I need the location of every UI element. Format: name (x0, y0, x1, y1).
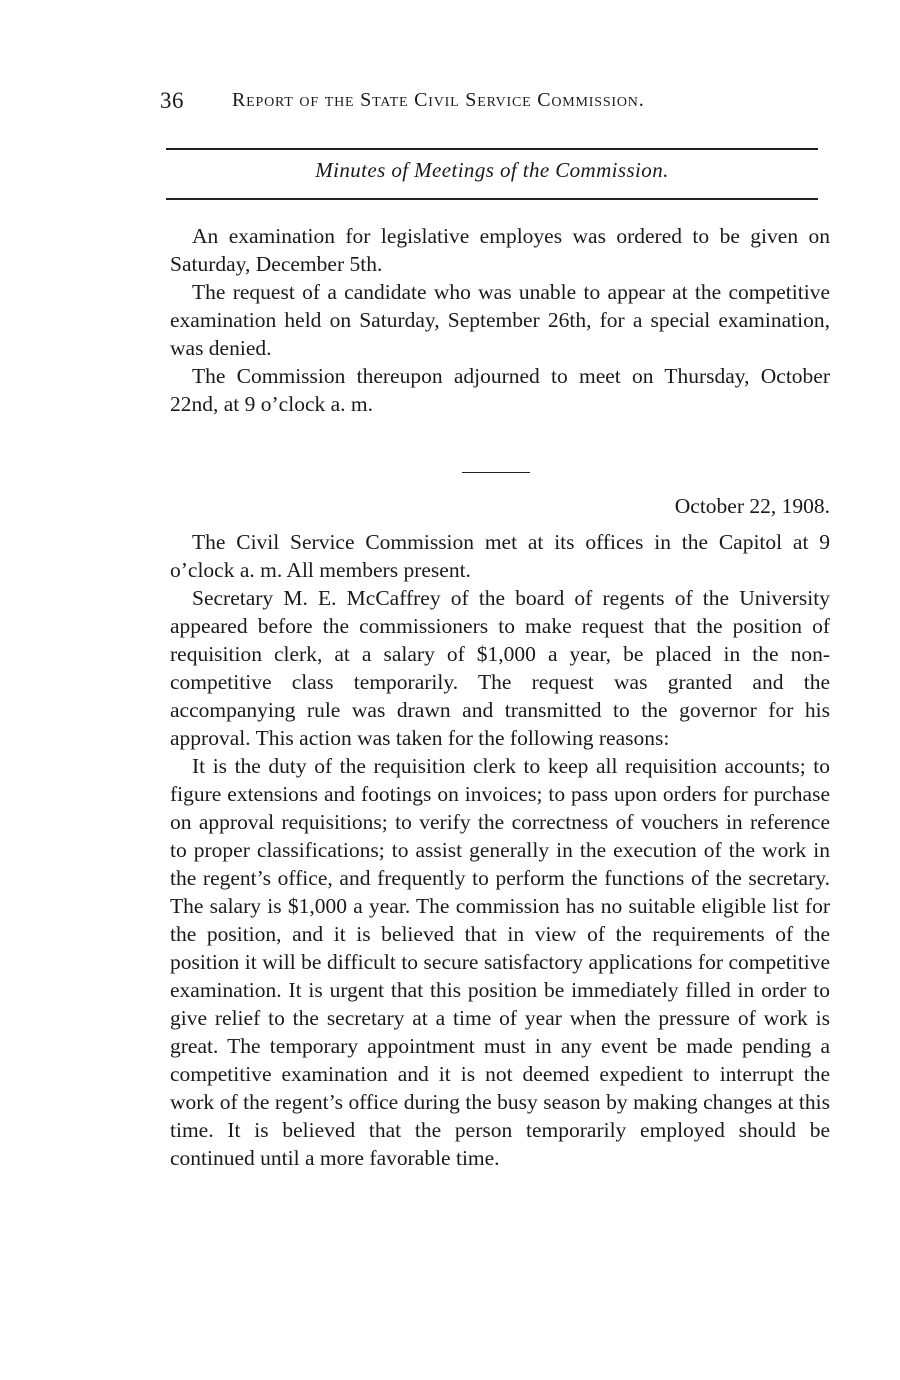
paragraph: The request of a candidate who was unable to appear at the competitive examination held on Saturday, September 26th, for a special examination, was denied. (170, 280, 830, 360)
minutes-block-meeting (170, 528, 830, 1172)
paragraph: The Commission thereupon adjourned to meet on Thursday, October 22nd, at 9 o’clock a. m. (170, 364, 830, 416)
minutes-block-previous (170, 222, 830, 418)
running-title: Report of the State Civil Service Commission. (232, 89, 645, 111)
paragraph: An examination for legislative employes was ordered to be given on Saturday, December 5th. (170, 224, 830, 276)
section-separator (462, 472, 530, 473)
running-head (160, 88, 810, 122)
section-title: Minutes of Meetings of the Commission. (315, 158, 669, 182)
paragraph: It is the duty of the requisition clerk to keep all requisition accounts; to figure extensions and footings on invoices; to pass upon orders for purchase on approval requisitions; to verify the correctness of vouchers in reference to proper classifications; to assist generally in the execution of the work in the regent’s office, and frequently to perform the functions of the secretary. The salary is $1,000 a year. The commission has no suitable eligible list for the position, and it is believed that in view of the requirements of the position it will be difficult to secure satisfactory applications for competitive examination. It is urgent that this position be immediately filled in order to give relief to the secretary at a time of year when the pressure of work is great. The temporary appointment must in any event be made pending a competitive examination and it is not deemed expedient to interrupt the work of the regent’s office during the busy season by making changes at this time. It is believed that the person temporarily employed should be continued until a more favorable time. (170, 754, 830, 1170)
paragraph: Secretary M. E. McCaffrey of the board of regents of the University appeared before the commissioners to make request that the position of requisition clerk, at a salary of $1,000 a year, be placed in the non-competitive class temporarily. The request was granted and the accompanying rule was drawn and transmitted to the governor for his approval. This action was taken for the following reasons: (170, 586, 830, 750)
header-rule-bottom (166, 198, 818, 200)
meeting-date: October 22, 1908. (674, 494, 830, 518)
paragraph: The Civil Service Commission met at its offices in the Capitol at 9 o’clock a. m. All members present. (170, 530, 830, 582)
header-rule-top (166, 148, 818, 150)
page-number: 36 (160, 88, 184, 113)
